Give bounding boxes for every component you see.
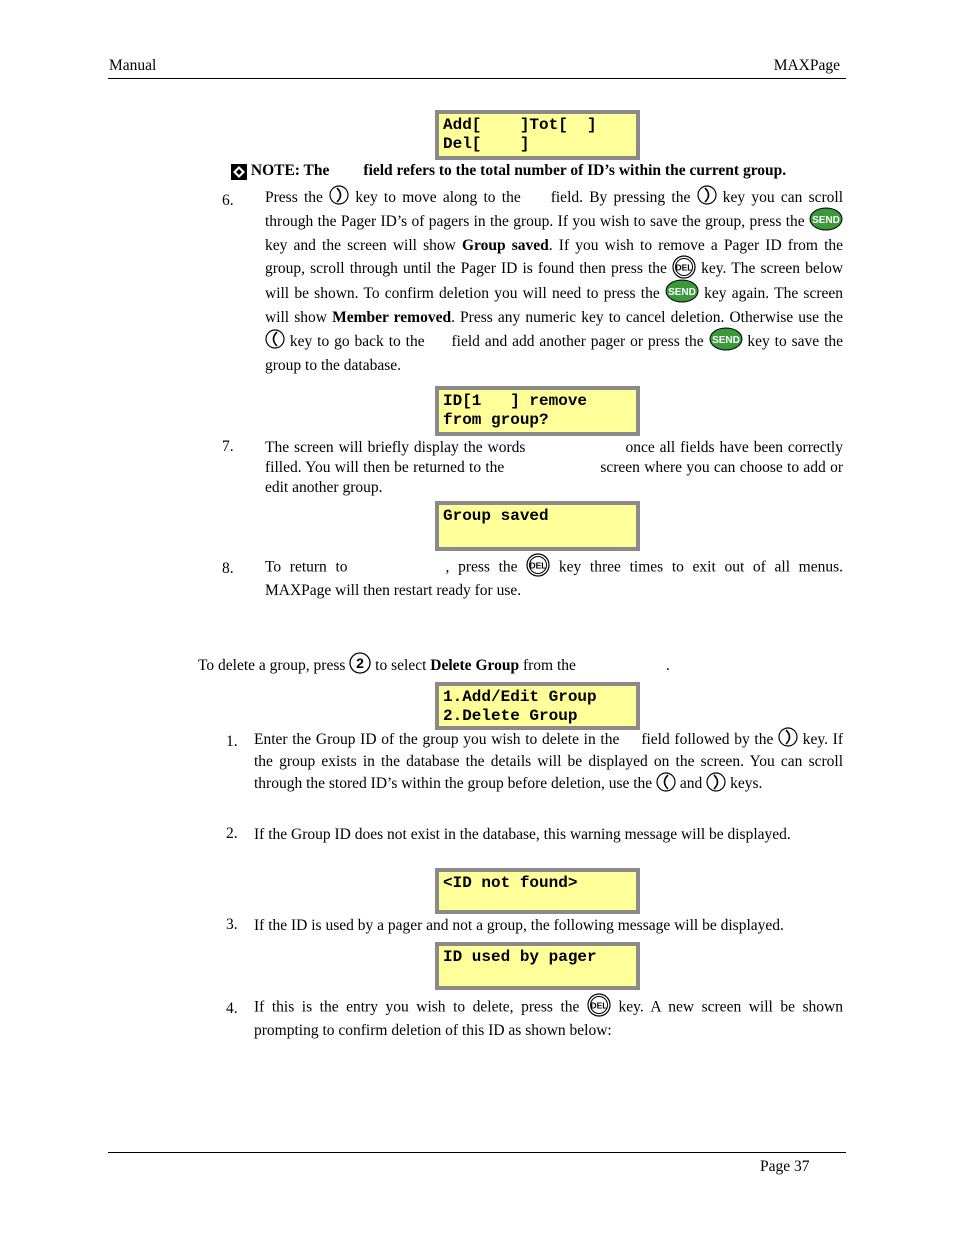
key-2-icon (349, 652, 371, 674)
lcd-add-tot: Add[ ]Tot[ ] Del[ ] (435, 110, 640, 160)
header-right: MAXPage (773, 57, 840, 74)
right-arrow-key-icon (778, 726, 798, 748)
right-arrow-key-icon (697, 184, 717, 206)
note: NOTE: The field refers to the total number of ID’s within the current group. (231, 162, 786, 180)
send-key-icon (809, 207, 843, 231)
del-step-2-number: 2. (226, 825, 238, 842)
svg-text:2: 2 (356, 655, 365, 672)
del-step-3-number: 3. (226, 916, 238, 933)
del-step-4-number: 4. (226, 1000, 238, 1017)
header-left: Manual (109, 57, 157, 74)
svg-text:DEL: DEL (529, 560, 547, 571)
header-rule (108, 78, 846, 79)
lcd-group-saved: Group saved (435, 501, 640, 551)
svg-text:DEL: DEL (675, 262, 693, 273)
svg-text:SEND: SEND (711, 335, 740, 347)
delete-group-intro: To delete a group, press 2 to select Delete Group from the . (198, 655, 670, 677)
del-step-3-text: If the ID is used by a pager and not a group, the following message will be displayed. (254, 917, 784, 934)
del-step-1-text: Enter the Group ID of the group you wish to delete in the field followed by the key. If the group exists in the database the details will be displayed on the screen. You can scroll through the stored ID’s within the group before deletion, use the and keys. (254, 729, 843, 796)
del-step-2-text: If the Group ID does not exist in the database, this warning message will be displayed. (254, 826, 791, 843)
step-7-number: 7. (222, 438, 234, 455)
svg-text:DEL: DEL (590, 1000, 608, 1011)
page-number: Page 37 (760, 1158, 810, 1175)
footer-rule (108, 1152, 846, 1153)
lcd-group-menu: 1.Add/Edit Group 2.Delete Group (435, 682, 640, 730)
note-diamond-icon (231, 164, 247, 180)
del-key-icon (526, 553, 550, 577)
step-8-number: 8. (222, 560, 234, 577)
right-arrow-key-icon (329, 184, 349, 206)
del-key-icon (672, 255, 696, 279)
del-key-icon (587, 993, 611, 1017)
lcd-remove-confirm: ID[1 ] remove from group? (435, 386, 640, 436)
step-8-text: To return to , press the DEL key three times to exit out of all menus. MAXPage will then restart ready for use. (265, 556, 843, 601)
step-6-number: 6. (222, 192, 234, 209)
left-arrow-key-icon (656, 771, 676, 793)
send-key-icon (709, 327, 743, 351)
send-key-icon (665, 279, 699, 303)
right-arrow-key-icon (706, 771, 726, 793)
step-6-text: Press the key to move along to the field. By pressing the key you can scroll through the Pager ID’s of pagers in the group. If you wish to save the group, press the SEND key and the screen will show Group saved. If you wish to remove a Pager ID from the group, scroll through until the Pager ID is found then press the DEL key. The screen below will be shown. To confirm deletion you will need to press the SEND key again. The screen will show Member removed. Press any numeric key to cancel deletion. Otherwise use the key to go back to the field and add another pager or press the SEND key to save the group to the database. (265, 186, 843, 378)
lcd-id-used-by-pager: ID used by pager (435, 942, 640, 990)
del-step-4-text: If this is the entry you wish to delete, press the DEL key. A new screen will be shown prompting to confirm deletion of this ID as shown below: (254, 996, 843, 1041)
lcd-id-not-found: <ID not found> (435, 868, 640, 914)
svg-text:SEND: SEND (668, 287, 696, 299)
left-arrow-key-icon (265, 328, 285, 350)
svg-text:SEND: SEND (812, 214, 840, 226)
step-7-text: The screen will briefly display the words once all fields have been correctly filled. You will then be returned to the screen where you can choose to add or edit another group. (265, 439, 843, 496)
del-step-1-number: 1. (226, 733, 238, 750)
